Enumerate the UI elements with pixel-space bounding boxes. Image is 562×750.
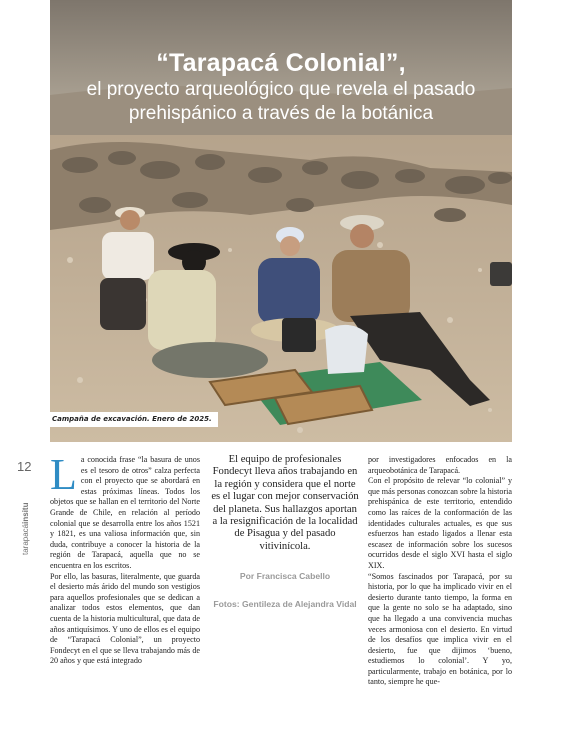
author-byline: Por Francisca Cabello bbox=[239, 571, 331, 582]
paragraph: Por ello, las basuras, literalmente, que guarda el desierto más árido del mundo son vestigios para aquellos profesionales que se dedican a analizar todos estos elementos, que dan cuenta de la historia multicultural, que data de años antiquísimos. Y uno de ellos es el equipo de “Tarapacá Colonial”, un proyecto Fondecyt en el que se lleva trabajando más de 20 años y que está integrado bbox=[50, 571, 200, 666]
photo-credit: Fotos: Gentileza de Alejandra Vidal bbox=[213, 599, 357, 610]
article-column-middle bbox=[210, 454, 360, 610]
paragraph: “Somos fascinados por Tarapacá, por su historia, por lo que ha implicado vivir en el desierto durante tanto tiempo, la forma en que la gente no solo se ha adaptado, sino que ha llegado a una convivencia muchas veces armoniosa con el desierto. En virtud de los desafíos que implica vivir en el desierto, fue que dijimos ‘bueno, estudiemos lo colonial’. Y yo, particularmente, trabajo en botánica, por lo tanto, siempre he que- bbox=[368, 571, 512, 687]
magazine-name-light: tarapacá bbox=[21, 523, 30, 555]
paragraph: por investigadores enfocados en la arqueobotánica de Tarapacá. bbox=[368, 455, 512, 475]
photo-caption: Campaña de excavación. Enero de 2025. bbox=[50, 412, 218, 427]
article-title-block bbox=[50, 48, 512, 126]
article-column-right bbox=[368, 455, 512, 688]
article-column-left bbox=[50, 450, 200, 667]
paragraph bbox=[50, 450, 200, 572]
paragraph: Con el propósito de relevar “lo colonial” y que más personas conozcan sobre la historia prehispánica de este territorio, entendido como las raíces de la conformación de las identidades culturales actuales, es que sus esfuerzos han estado ligados a llenar esta escasez de información sobre los sucesos ocurridos desde el siglo XVI hasta el siglo XIX. bbox=[368, 476, 512, 570]
page-number: 12 bbox=[17, 459, 32, 474]
magazine-name bbox=[21, 503, 30, 555]
drop-cap: L bbox=[50, 450, 77, 499]
article-subtitle-line2: prehispánico a través de la botánica bbox=[128, 103, 434, 124]
hero-photo bbox=[50, 0, 512, 442]
article-title: “Tarapacá Colonial”, bbox=[156, 49, 406, 77]
paragraph-text: a conocida frase “la basura de unos es el tesoro de otros” calza perfecta con el proyecto que se abordará en estas próximas líneas. Todos los objetos que se hallan en el territorio del Norte Grande de Chile, en relación al período colonial que se desarrolla entre los años 1521 y 1821, es una valiosa información que, sin duda, contribuye a conocer la historia de la región de Tarapacá, aquella que no se encuentra en los escritos. bbox=[50, 455, 200, 570]
article-subtitle-line1: el proyecto arqueológico que revela el pasado bbox=[86, 79, 476, 100]
lead-paragraph: El equipo de profesionales Fondecyt lleva años trabajando en la región y considera que el norte es el lugar con mejor conservación del planeta. Sus hallazgos aportan a la resignificación de la localidad de Pisagua y del pasado vitivinícola. bbox=[211, 454, 359, 552]
magazine-name-bold: insitu bbox=[21, 502, 30, 524]
